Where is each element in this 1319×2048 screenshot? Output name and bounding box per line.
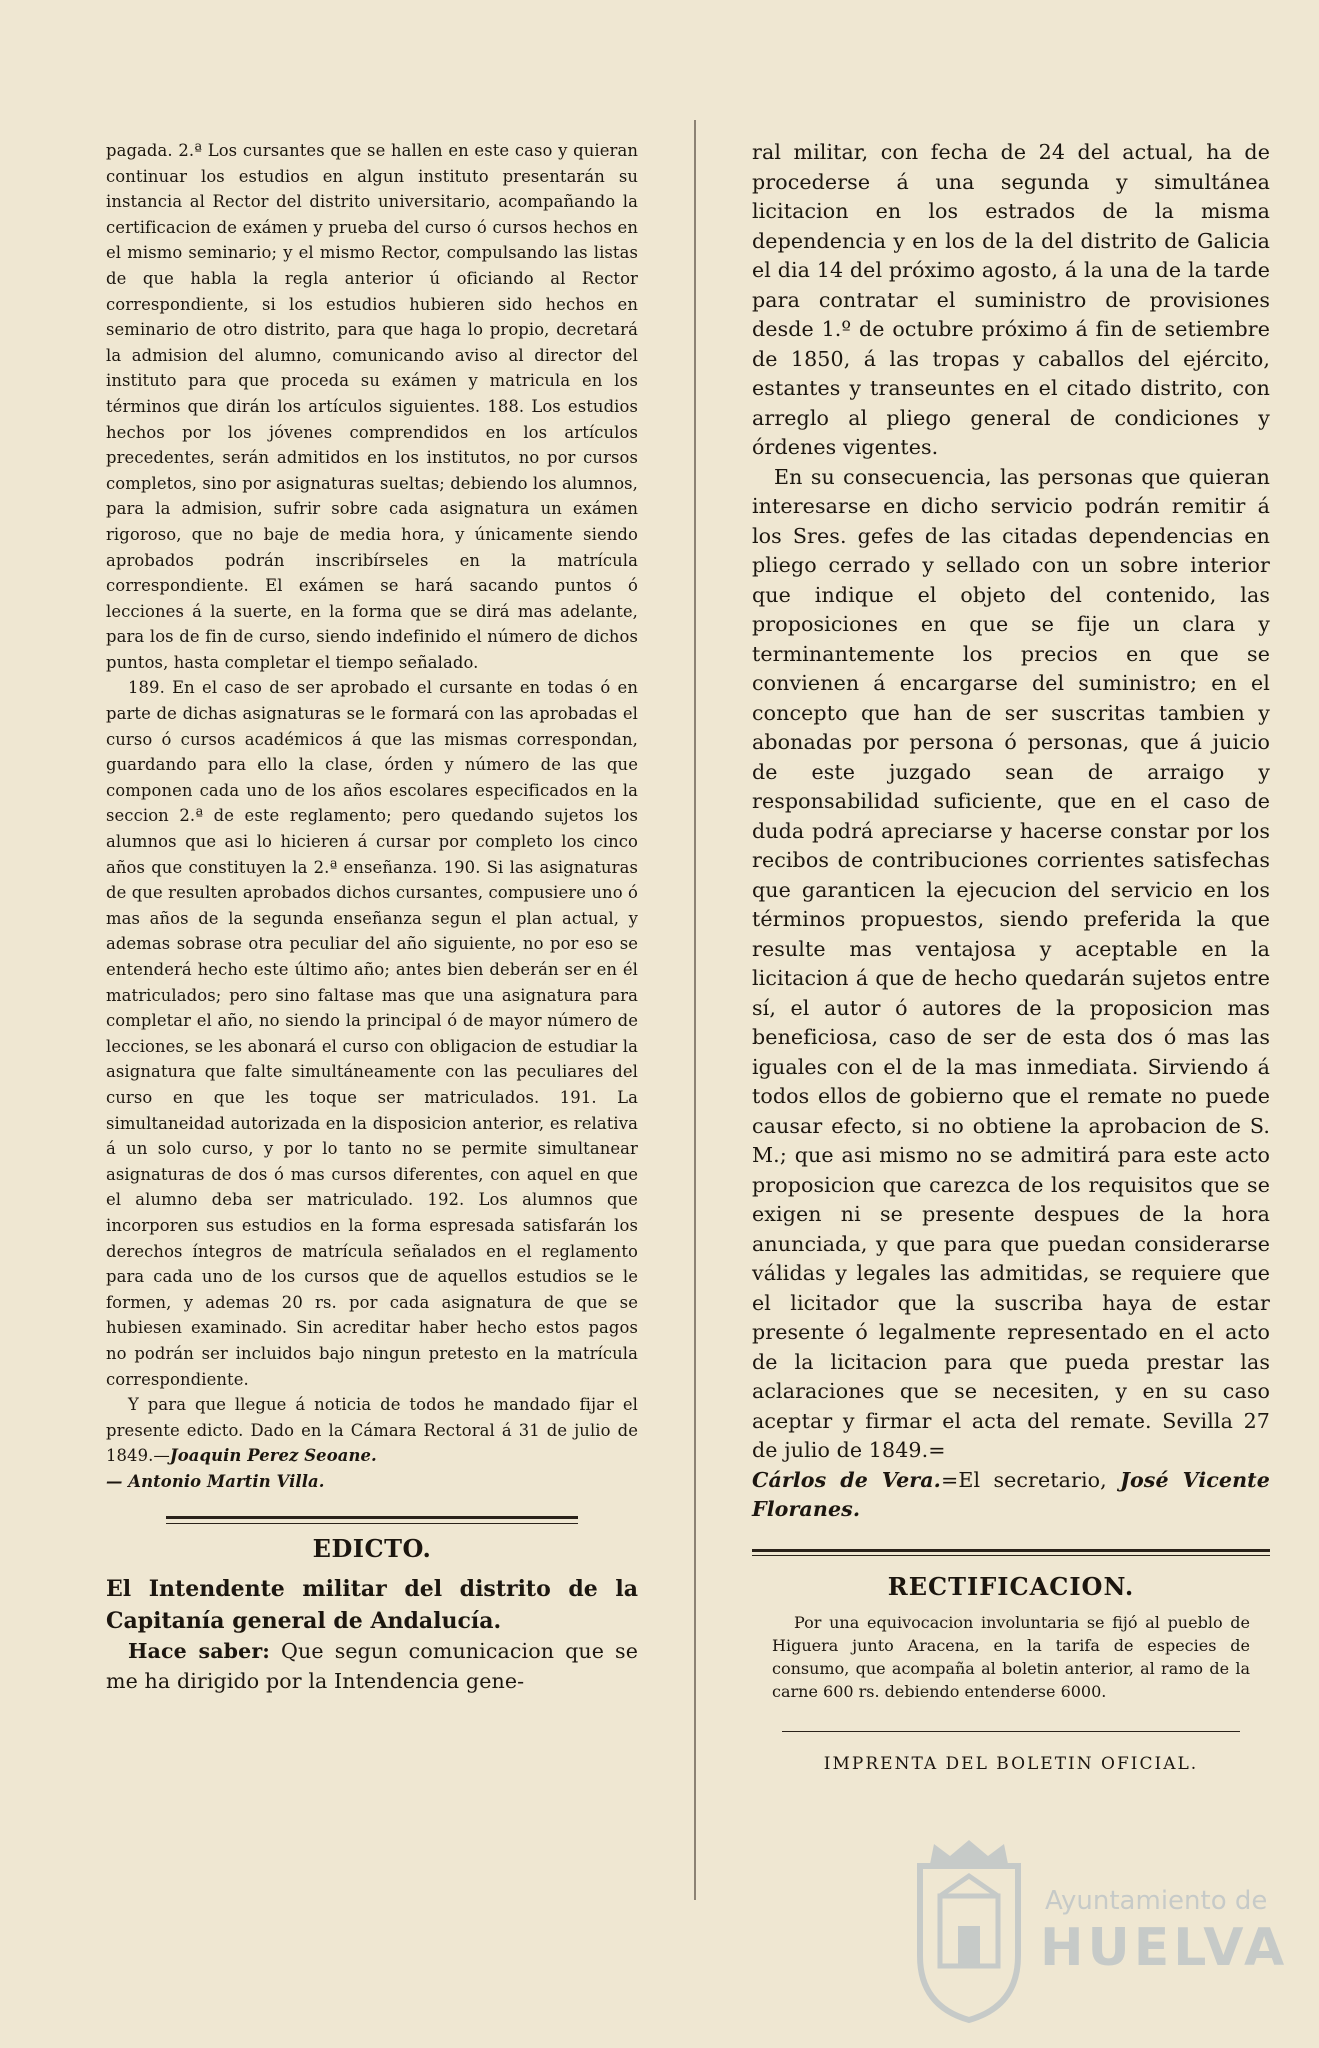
secretary-label: =El secretario,	[940, 1467, 1107, 1492]
signature-floranes: José Vicente Floranes.	[752, 1467, 1271, 1521]
edicto-start	[106, 1637, 638, 1696]
closing-paragraph	[106, 1392, 638, 1494]
rectificacion-heading: RECTIFICACION.	[887, 1571, 1135, 1601]
section-divider	[166, 1516, 578, 1524]
regulation-text-2: 189. En el caso de ser aprobado el cursante en todas ó en parte de dichas asignaturas se le formará con las aprobadas el curso ó cursos académicos á que las mismas correspondan, guardando para ello la clase, órden y número de las que componen cada uno de los años escolares especificados en la seccion 2.ª de este reglamento; pero quedando sujetos los alumnos que asi lo hicieren á cursar por completo los cinco años que constituyen la 2.ª enseñanza. 190. Si las asignaturas de que resulten aprobados dichos cursantes, compusiere uno ó mas años de la segunda enseñanza segun el plan actual, y ademas sobrase otra peculiar del año siguiente, no por eso se entenderá hecho este último año; antes bien deberán ser en él matriculados; pero sino faltase mas que una asignatura para completar el año, no siendo la principal ó de mayor número de lecciones, se les abonará el curso con obligacion de estudiar la asignatura que falte simultáneamente con las peculiares del curso en que les toque ser matriculados. 191. La simultaneidad autorizada en la disposicion anterior, es relativa á un solo curso, y por lo tanto no se permite simultanear asignaturas de dos ó mas cursos diferentes, con aquel en que el alumno deba ser matriculado. 192. Los alumnos que incorporen sus estudios en la forma espresada satisfarán los derechos íntegros de matrícula señalados en el reglamento para cada uno de los cursos que de aquellos estudios se le formen, y ademas 20 rs. por cada asignatura de que se hubiesen examinado. Sin acreditar haber hecho estos pagos no podrán ser incluidos bajo ningun pretesto en la matrícula correspondiente.	[106, 678, 638, 1389]
edicto-heading: EDICTO.	[312, 1534, 432, 1564]
huelva-watermark	[910, 1830, 1289, 2030]
closing-text: Y para que llegue á noticia de todos he mandado fijar el presente edicto. Dado en la Cámara Rectoral á 31 de julio de 1849.—	[106, 1395, 638, 1466]
signature-vera: Cárlos de Vera.	[752, 1467, 941, 1492]
imprenta-divider	[782, 1731, 1240, 1732]
rectificacion-text: Por una equivocacion involuntaria se fijó al pueblo de Higuera junto Aracena, en la tarifa de especies de consumo, que acompaña al boletin anterior, al ramo de la carne 600 rs. debiendo entenderse 6000.	[772, 1612, 1250, 1701]
coat-of-arms-icon	[910, 1836, 1028, 2024]
column-divider	[694, 120, 696, 1900]
regulation-text-1: pagada. 2.ª Los cursantes que se hallen en este caso y quieran continuar los estudios en algun instituto presentarán su instancia al Rector del distrito universitario, acompañando la certificacion de exámen y prueba del curso ó cursos hechos en el mismo seminario; y el mismo Rector, compulsando las listas de que habla la regla anterior ú oficiando al Rector correspondiente, si los estudios hubieren sido hechos en seminario de otro distrito, para que haga lo propio, decretará la admision del alumno, comunicando aviso al director del instituto para que proceda su exámen y matricula en los términos que dirán los artículos siguientes. 188. Los estudios hechos por los jóvenes comprendidos en los artículos precedentes, serán admitidos en los institutos, no por cursos completos, sino por asignaturas sueltas; debiendo los alumnos, para la admision, sufrir sobre cada asignatura un exámen rigoroso, que no baje de media hora, y únicamente siendo aprobados podrán inscribírseles en la matrícula correspondiente. El exámen se hará sacando puntos ó lecciones á la suerte, en la forma que se dirá mas adelante, para los de fin de curso, siendo indefinido el número de dichos puntos, hasta completar el tiempo señalado.	[106, 141, 638, 672]
signature-villa: — Antonio Martin Villa.	[106, 1471, 325, 1491]
edicto-title: El Intendente militar del distrito de la Capitanía general de Andalucía.	[106, 1576, 638, 1635]
right-column	[752, 138, 1270, 1774]
imprenta-footer: IMPRENTA DEL BOLETIN OFICIAL.	[823, 1753, 1199, 1774]
edicto-signatures	[752, 1466, 1270, 1525]
signature-seoane: Joaquin Perez Seoane.	[169, 1446, 377, 1466]
edicto-continued: ral militar, con fecha de 24 del actual, ha de procederse á una segunda y simultánea licitacion en los estrados de la misma dependencia y en los de la del distrito de Galicia el dia 14 del próximo agosto, á la una de la tarde para contratar el suministro de provisiones desde 1.º de octubre próximo á fin de setiembre de 1850, á las tropas y caballos del ejército, estantes y transeuntes en el citado distrito, con arreglo al pliego general de condiciones y órdenes vigentes.	[752, 140, 1270, 459]
rectificacion-divider	[752, 1549, 1270, 1556]
watermark-huelva: HUELVA	[1040, 1918, 1289, 1978]
watermark-ayuntamiento: Ayuntamiento de	[1045, 1886, 1268, 1916]
hace-saber: Hace saber:	[128, 1639, 270, 1664]
left-column	[106, 138, 638, 1696]
edicto-consequence: En su consecuencia, las personas que quieran interesarse en dicho servicio podrán remitir á los Sres. gefes de las citadas dependencias en pliego cerrado y sellado con un sobre interior que indique el objeto del contenido, las proposiciones en que se fije un clara y terminantemente los precios en que se convienen á encargarse del suministro; en el concepto que han de ser suscritas tambien y abonadas por persona ó personas, que á juicio de este juzgado sean de arraigo y responsabilidad suficiente, que en el caso de duda podrá apreciarse y hacerse constar por los recibos de contribuciones corrientes satisfechas que garanticen la ejecucion del servicio en los términos propuestos, siendo preferida la que resulte mas ventajosa y aceptable en la licitacion á que de hecho quedarán sujetos entre sí, el autor ó autores de la proposicion mas beneficiosa, caso de ser de esta dos ó mas las iguales con el de la mas inmediata. Sirviendo á todos ellos de gobierno que el remate no puede causar efecto, si no obtiene la aprobacion de S. M.; que asi mismo no se admitirá para este acto proposicion que carezca de los requisitos que se exigen ni se presente despues de la hora anunciada, y que para que puedan considerarse válidas y legales las admitidas, se requiere que el licitador que la suscriba haya de estar presente ó legalmente representado en el acto de la licitacion para que pueda prestar las aclaraciones que se necesiten, y en su caso aceptar y firmar el acta del remate. Sevilla 27 de julio de 1849.=	[752, 464, 1270, 1462]
edicto-start-text: Que segun comunicacion que se me ha dirigido por la Intendencia gene-	[106, 1639, 638, 1693]
